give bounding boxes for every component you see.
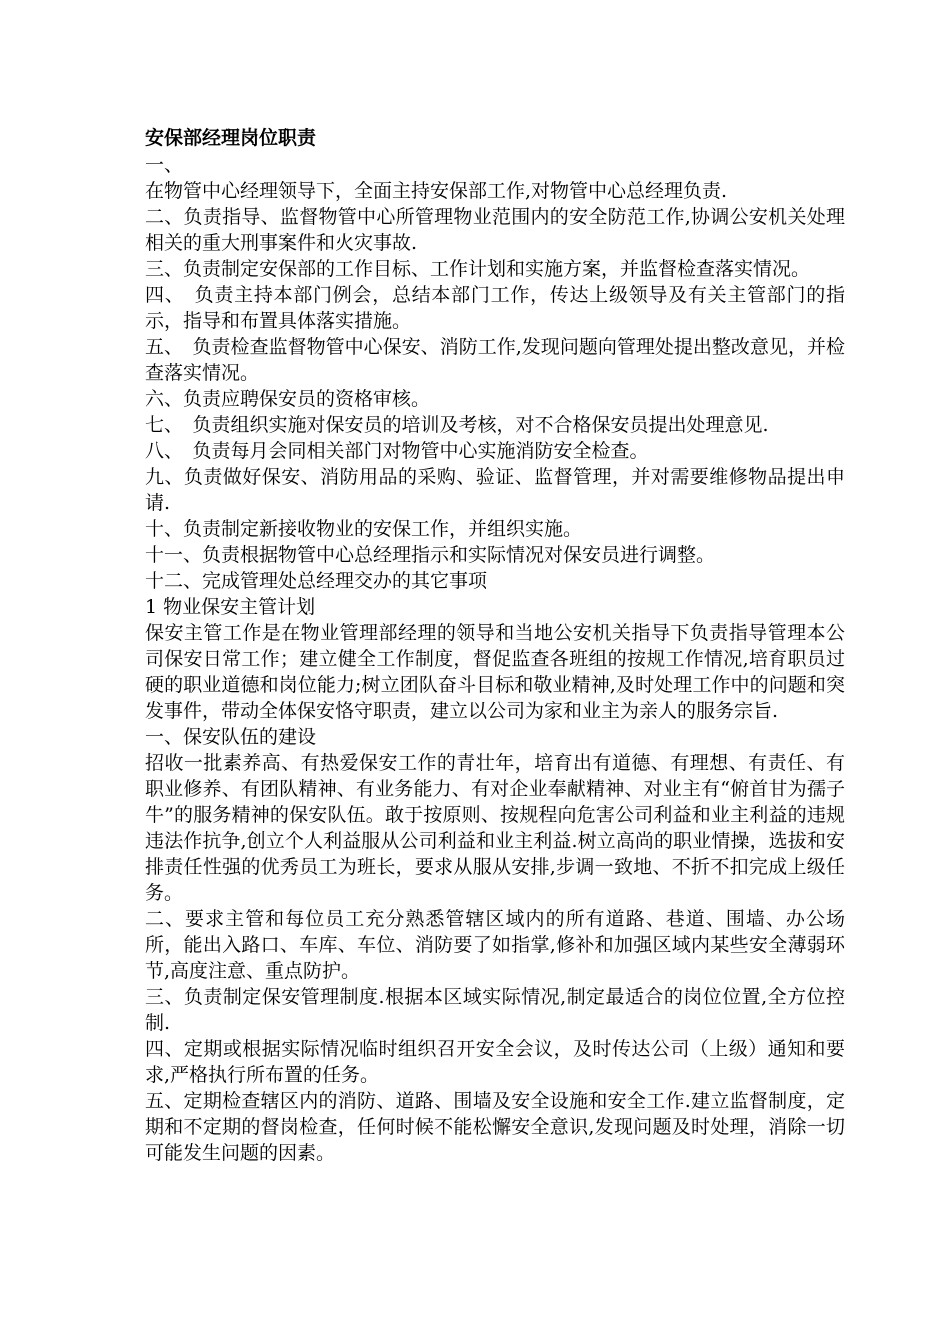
paragraph: 四、定期或根据实际情况临时组织召开安全会议，及时传达公司（上级）通知和要求,严格执行所布置的任务。 (145, 1038, 845, 1086)
paragraph: 七、 负责组织实施对保安员的培训及考核，对不合格保安员提出处理意见. (145, 414, 769, 436)
paragraph: 十、负责制定新接收物业的安保工作，并组织实施。 (145, 518, 583, 540)
paragraph: 八、 负责每月会同相关部门对物管中心实施消防安全检查。 (145, 440, 649, 462)
paragraph: 招收一批素养高、有热爱保安工作的青壮年，培育出有道德、有理想、有责任、有职业修养、有团队精神、有业务能力、有对企业奉献精神、对业主有“俯首甘为孺子牛”的服务精神的保安队伍。敢于按原则、按规程向危害公司利益和业主利益的违规违法作抗争,创立个人利益服从公司利益和业主利益.树立高尚的职业情操，选拔和安排责任性强的优秀员工为班长，要求从服从安排,步调一致地、不折不扣完成上级任务。 (145, 752, 845, 904)
document-title: 安保部经理岗位职责 (145, 127, 317, 149)
paragraph: 六、负责应聘保安员的资格审核。 (145, 388, 431, 410)
paragraph: 九、负责做好保安、消防用品的采购、验证、监督管理，并对需要维修物品提出申请. (145, 466, 845, 514)
paragraph: 一、 (145, 154, 184, 176)
document-body (145, 124, 845, 1166)
paragraph: 十二、完成管理处总经理交办的其它事项 (145, 570, 488, 592)
paragraph: 二、负责指导、监督物管中心所管理物业范围内的安全防范工作,协调公安机关处理相关的重大刑事案件和火灾事故. (145, 206, 845, 254)
paragraph: 五、定期检查辖区内的消防、道路、围墙及安全设施和安全工作.建立监督制度，定期和不定期的督岗检查，任何时候不能松懈安全意识,发现问题及时处理，消除一切可能发生问题的因素。 (145, 1090, 845, 1164)
paragraph: 十一、负责根据物管中心总经理指示和实际情况对保安员进行调整。 (145, 544, 716, 566)
paragraph: 四、 负责主持本部门例会，总结本部门工作，传达上级领导及有关主管部门的指示，指导和布置具体落实措施。 (145, 284, 845, 332)
paragraph: 三、负责制定安保部的工作目标、工作计划和实施方案，并监督检查落实情况。 (145, 258, 811, 280)
section-heading: 一、保安队伍的建设 (145, 726, 317, 748)
paragraph: 三、负责制定保安管理制度.根据本区域实际情况,制定最适合的岗位位置,全方位控制. (145, 986, 845, 1034)
paragraph: 五、 负责检查监督物管中心保安、消防工作,发现问题向管理处提出整改意见，并检查落实情况。 (145, 336, 845, 384)
section-heading: 1 物业保安主管计划 (145, 596, 316, 618)
paragraph: 二、要求主管和每位员工充分熟悉管辖区域内的所有道路、巷道、围墙、办公场所，能出入路口、车库、车位、消防要了如指掌,修补和加强区域内某些安全薄弱环节,高度注意、重点防护。 (145, 908, 845, 982)
paragraph: 在物管中心经理领导下，全面主持安保部工作,对物管中心总经理负责. (145, 180, 728, 202)
paragraph: 保安主管工作是在物业管理部经理的领导和当地公安机关指导下负责指导管理本公司保安日常工作；建立健全工作制度，督促监查各班组的按规工作情况,培育职员过硬的职业道德和岗位能力;树立团队奋斗目标和敬业精神,及时处理工作中的问题和突发事件，带动全体保安恪守职责，建立以公司为家和业主为亲人的服务宗旨. (145, 622, 845, 722)
paragraph-list (145, 152, 845, 1166)
